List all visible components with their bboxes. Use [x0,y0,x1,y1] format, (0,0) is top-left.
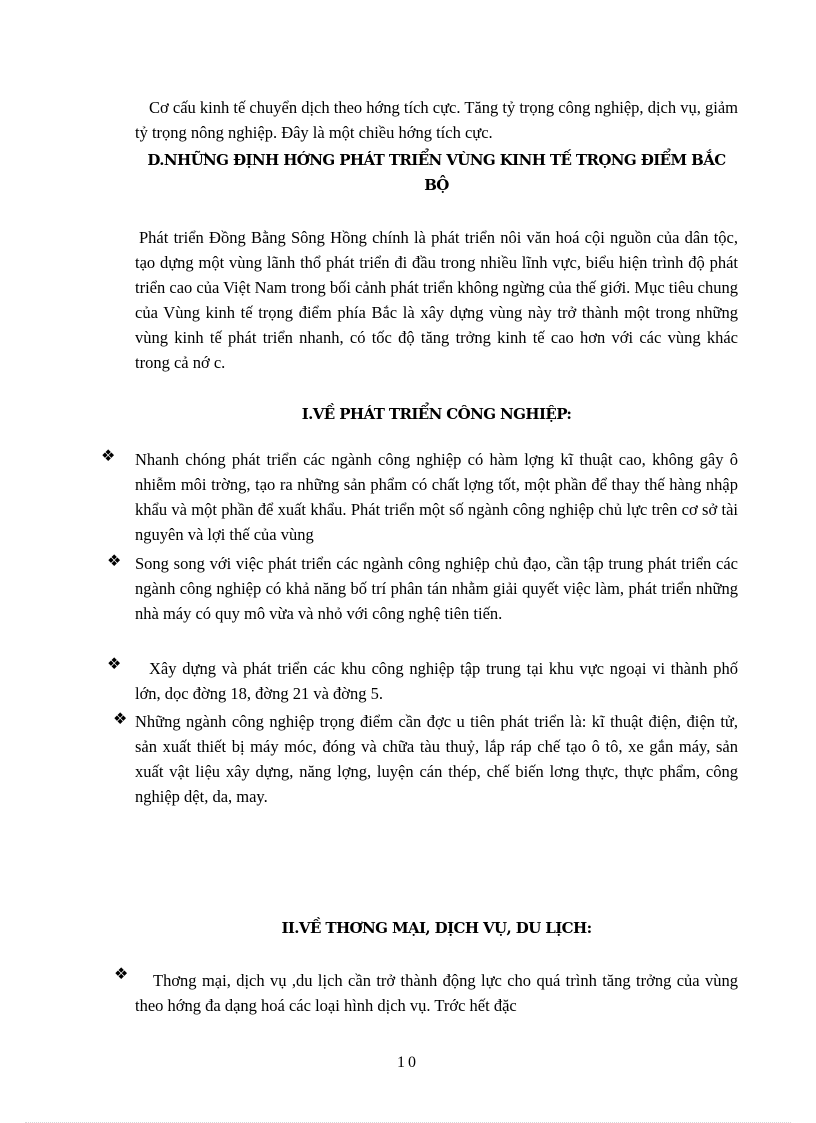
list-item: Nhanh chóng phát triển các ngành công nghiệp có hàm lợng kĩ thuật cao, không gây ô nhiễm môi trờng, tạo ra những sản phẩm có chất lợng tốt, một phần để thay thế hàng nhập khẩu và một phần để xuất khẩu. Phát triển một số ngành công nghiệp chủ lực trên cơ sở tài nguyên và lợi thế của vùng [135,450,738,544]
section-d-heading: D.NHỮNG ĐỊNH HỚNG PHÁT TRIỂN VÙNG KINH TẾ TRỌNG ĐIỂM BẮC BỘ [147,151,726,194]
list-item: Song song với việc phát triển các ngành công nghiệp chủ đạo, cần tập trung phát triển các ngành công nghiệp có khả năng bố trí phân tán nhằm giải quyết việc làm, phát triển những nhà máy có quy mô vừa và nhỏ với công nghệ tiên tiến. [135,554,738,623]
intro-paragraph: Cơ cấu kinh tế chuyển dịch theo hớng tích cực. Tăng tỷ trọng công nghiệp, dịch vụ, giảm tỷ trọng nông nghiệp. Đây là một chiều hớng tích cực. [135,98,738,142]
list-item: Thơng mại, dịch vụ ,du lịch cần trở thành động lực cho quá trình tăng trởng của vùng theo hớng đa dạng hoá các loại hình dịch vụ. Trớc hết đặc [135,971,738,1015]
four-diamond-ornament-icon: ❖ [107,551,122,570]
section-d-paragraph: Phát triển Đồng Bằng Sông Hồng chính là phát triển nôi văn hoá cội nguồn của dân tộc, tạo dựng một vùng lãnh thổ phát triển đi đầu trong nhiều lĩnh vực, biểu hiện trình độ phát triển cao của Việt Nam trong bối cảnh phát triển không ngừng của thế giới. Mục tiêu chung của Vùng kinh tế trọng điểm phía Bắc là xây dựng vùng này trở thành một trong những vùng kinh tế phát triển nhanh, có tốc độ tăng trởng kinh tế cao hơn với các vùng khác trong cả nớ c. [135,228,738,372]
section-2-heading: II.VỀ THƠNG MẠI, DỊCH VỤ, DU LỊCH: [281,919,592,937]
four-diamond-ornament-icon: ❖ [114,964,129,983]
list-item: Xây dựng và phát triển các khu công nghiệp tập trung tại khu vực ngoại vi thành phố lớn, dọc đờng 18, đờng 21 và đờng 5. [135,659,738,703]
four-diamond-ornament-icon: ❖ [107,654,122,673]
list-item: Những ngành công nghiệp trọng điểm cần đợc u tiên phát triển là: kĩ thuật điện, điện tử, sản xuất thiết bị máy móc, đóng và chữa tàu thuỷ, lắp ráp chế tạo ô tô, xe gắn máy, sản xuất vật liệu xây dựng, năng lợng, luyện cán thép, chế biến lơng thực, thực phẩm, công nghiệp dệt, da, may. [135,712,738,806]
four-diamond-ornament-icon: ❖ [113,709,128,728]
section-1-heading: I.VỀ PHÁT TRIỂN CÔNG NGHIỆP: [301,405,572,423]
four-diamond-ornament-icon: ❖ [101,446,116,465]
page-number: 10 [397,1054,419,1071]
